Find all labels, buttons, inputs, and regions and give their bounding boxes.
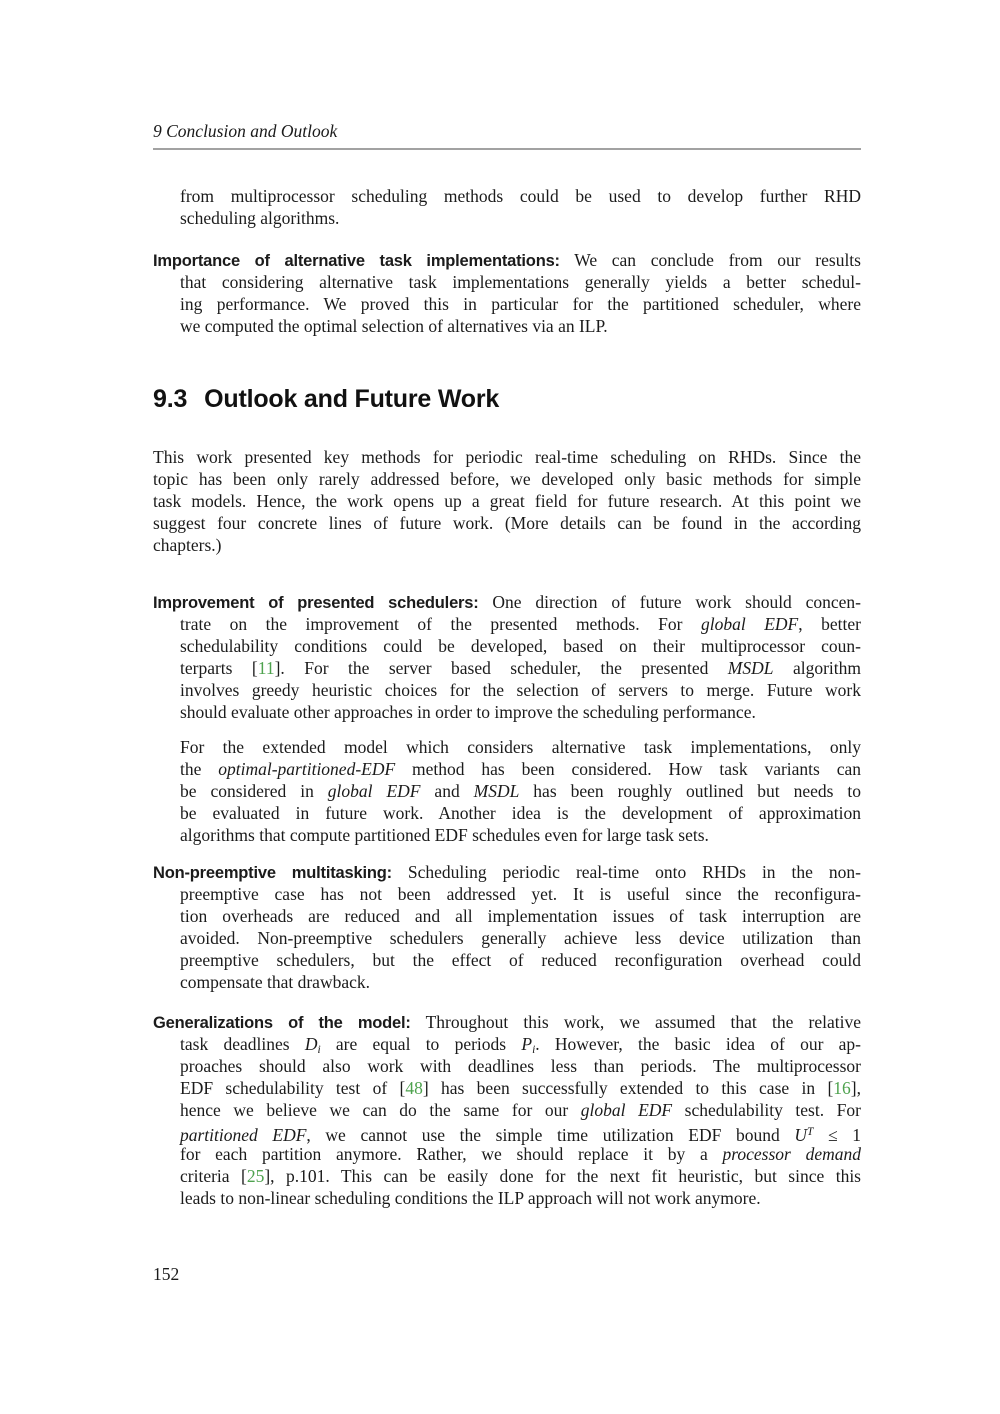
text-line — [153, 635, 861, 657]
text-run: terparts [ — [180, 658, 258, 678]
text-run: involves greedy heuristic choices for the selection of servers to merge. Future work — [180, 680, 861, 700]
text-line — [153, 657, 861, 679]
text-line — [153, 512, 861, 534]
text-line — [153, 861, 861, 883]
text-run: task models. Hence, the work opens up a great field for future research. At this point we — [153, 491, 861, 511]
text-run: MSDL — [727, 658, 774, 678]
body-paragraph — [153, 736, 861, 846]
text-run: suggest four concrete lines of future work. (More details can be found in the according — [153, 513, 861, 533]
item-label: Generalizations of the model: — [153, 1014, 411, 1032]
text-line — [153, 1077, 861, 1099]
text-line — [153, 927, 861, 949]
text-run: topic has been only rarely addressed before, we developed only basic methods for simple — [153, 469, 861, 489]
text-run: ing performance. We proved this in particular for the partitioned scheduler, where — [180, 294, 861, 314]
text-line — [153, 446, 861, 468]
text-run: should evaluate other approaches in order to improve the scheduling performance. — [180, 702, 756, 722]
citation-link[interactable]: 16 — [833, 1078, 851, 1098]
text-run: are equal to periods — [320, 1034, 522, 1054]
header-rule — [153, 148, 861, 150]
running-header — [153, 121, 861, 141]
text-line — [153, 1165, 861, 1187]
page-number: 152 — [153, 1264, 180, 1284]
text-line — [153, 679, 861, 701]
running-header-text: 9 Conclusion and Outlook — [153, 121, 338, 141]
text-run: For the extended model which considers alternative task implementations, only — [180, 737, 861, 757]
text-run: for each partition anymore. Rather, we should replace it by a — [180, 1144, 723, 1164]
citation-link[interactable]: 25 — [246, 1166, 265, 1186]
text-run: optimal-partitioned-EDF — [218, 759, 396, 779]
text-run: ] has been successfully extended to this case in [ — [422, 1078, 834, 1098]
text-run: and — [420, 781, 474, 801]
text-run: tion overheads are reduced and all implementation issues of task interruption are — [180, 906, 861, 926]
text-run: Scheduling periodic real-time onto RHDs in the non- — [391, 862, 861, 882]
text-line — [153, 315, 861, 337]
text-line — [153, 185, 861, 207]
text-run: ], — [850, 1078, 861, 1098]
text-run: leads to non-linear scheduling conditions the ILP approach will not work anymore. — [180, 1188, 761, 1208]
text-line — [153, 1099, 861, 1121]
text-block — [153, 0, 861, 1285]
text-line — [153, 883, 861, 905]
text-run: global EDF — [580, 1100, 673, 1120]
text-line — [153, 468, 861, 490]
text-run: from multiprocessor scheduling methods could be used to develop further RHD — [180, 186, 861, 206]
text-run: One direction of future work should concen- — [478, 592, 862, 612]
text-run: hence we believe we can do the same for our — [180, 1100, 581, 1120]
text-run: criteria [ — [180, 1166, 247, 1186]
text-line — [153, 534, 861, 556]
text-line — [153, 758, 861, 780]
text-line — [153, 949, 861, 971]
text-run: global EDF — [327, 781, 421, 801]
text-line — [153, 780, 861, 802]
definition-item — [153, 861, 861, 993]
text-run: algorithms that compute partitioned EDF schedules even for large task sets. — [180, 825, 709, 845]
text-run: be considered in — [180, 781, 328, 801]
body-paragraph — [153, 185, 861, 229]
text-run: EDF schedulability test of [ — [180, 1078, 406, 1098]
definition-item — [153, 249, 861, 337]
text-run: partitioned EDF — [180, 1125, 307, 1145]
text-run: processor demand — [722, 1144, 861, 1164]
text-run: i — [317, 1044, 321, 1056]
text-run: trate on the improvement of the presented methods. For — [180, 614, 701, 634]
text-run: U — [794, 1125, 807, 1145]
text-run: task deadlines — [180, 1034, 305, 1054]
text-run: , better — [798, 614, 861, 634]
text-line — [153, 591, 861, 613]
body-paragraph — [153, 446, 861, 556]
text-run: be evaluated in future work. Another idea is the development of approximation — [180, 803, 861, 823]
text-run: ]. For the server based scheduler, the presented — [274, 658, 728, 678]
text-run: . However, the basic idea of our ap- — [535, 1034, 862, 1054]
text-line — [153, 824, 861, 846]
text-run: i — [532, 1044, 536, 1056]
text-run: D — [304, 1034, 318, 1054]
text-line — [153, 905, 861, 927]
text-run: that considering alternative task implementations generally yields a better schedul- — [180, 272, 861, 292]
text-run: We can conclude from our results — [559, 250, 861, 270]
text-run: T — [806, 1126, 814, 1138]
text-run: preemptive case has not been addressed yet. It is useful since the reconfigura- — [180, 884, 861, 904]
item-label: Non-preemptive multitasking: — [153, 864, 392, 882]
text-run: avoided. Non-preemptive schedulers generally achieve less device utilization than — [180, 928, 861, 948]
section-heading — [153, 384, 861, 414]
section-number: 9.3 — [153, 385, 188, 413]
text-line — [153, 293, 861, 315]
text-run: has been roughly outlined but needs to — [519, 781, 861, 801]
text-run: preemptive schedulers, but the effect of reduced reconfiguration overhead could — [180, 950, 861, 970]
text-run: method has been considered. How task variants can — [395, 759, 861, 779]
text-line — [153, 1187, 861, 1209]
text-line — [153, 802, 861, 824]
text-run: we computed the optimal selection of alternatives via an ILP. — [180, 316, 608, 336]
text-line — [153, 1055, 861, 1077]
text-run: proaches should also work with deadlines less than periods. The multiprocessor — [180, 1056, 861, 1076]
citation-link[interactable]: 11 — [257, 658, 275, 678]
text-run: ], p.101. This can be easily done for the next fit heuristic, but since this — [264, 1166, 861, 1186]
text-run: global EDF — [700, 614, 799, 634]
text-line — [153, 271, 861, 293]
section-title: Outlook and Future Work — [204, 385, 500, 413]
text-run: schedulability conditions could be developed, based on their multiprocessor coun- — [180, 636, 861, 656]
text-run: compensate that drawback. — [180, 972, 370, 992]
citation-link[interactable]: 48 — [405, 1078, 423, 1098]
text-run: algorithm — [773, 658, 861, 678]
text-run: scheduling algorithms. — [180, 208, 340, 228]
text-run: chapters.) — [153, 535, 222, 555]
definition-item — [153, 591, 861, 723]
text-line — [153, 971, 861, 993]
text-line — [153, 1011, 861, 1033]
text-run: This work presented key methods for periodic real-time scheduling on RHDs. Since the — [153, 447, 861, 467]
text-line — [153, 1143, 861, 1165]
text-line — [153, 701, 861, 723]
text-run: P — [521, 1034, 533, 1054]
text-run: schedulability test. For — [672, 1100, 861, 1120]
text-line — [153, 613, 861, 635]
item-label: Importance of alternative task implementations: — [153, 252, 560, 270]
text-run: the — [180, 759, 219, 779]
text-run: , we cannot use the simple time utilization EDF bound — [306, 1125, 795, 1145]
body-content — [153, 185, 861, 1209]
text-line — [153, 490, 861, 512]
definition-item — [153, 1011, 861, 1209]
text-run: ≤ 1 — [813, 1125, 861, 1145]
text-line — [153, 736, 861, 758]
text-line — [153, 249, 861, 271]
text-line — [153, 207, 861, 229]
text-line — [153, 1033, 861, 1055]
text-run: Throughout this work, we assumed that the relative — [410, 1012, 862, 1032]
text-run: MSDL — [473, 781, 520, 801]
text-line — [153, 1121, 861, 1143]
item-label: Improvement of presented schedulers: — [153, 594, 479, 612]
